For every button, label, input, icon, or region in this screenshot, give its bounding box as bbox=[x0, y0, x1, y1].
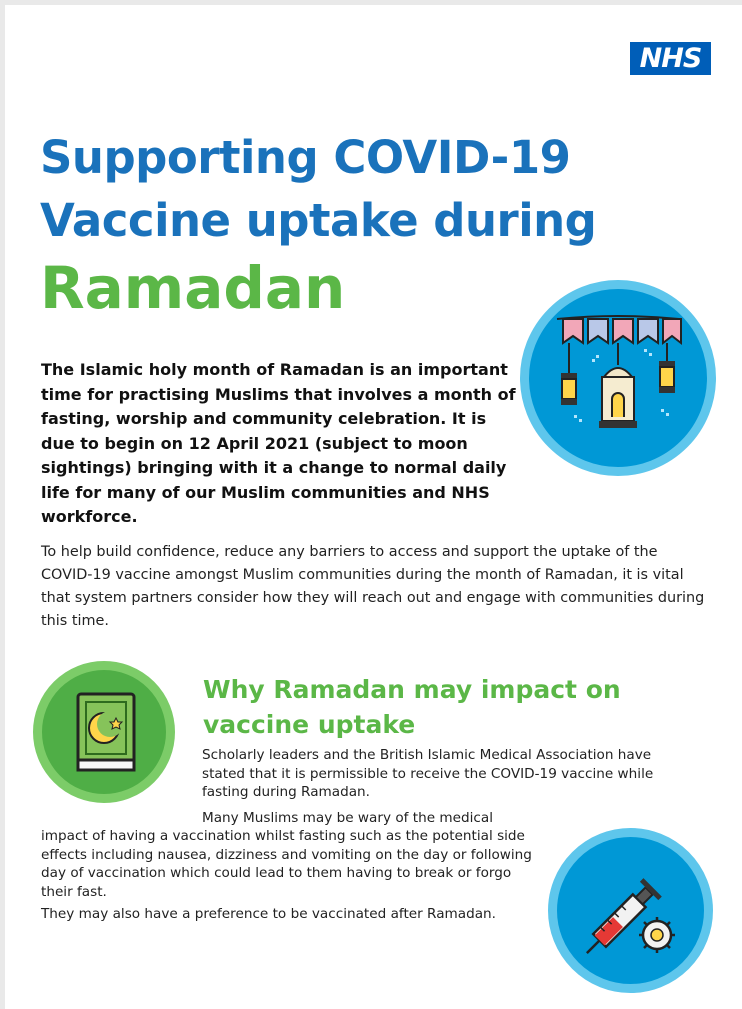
title-line-1: Supporting COVID-19 bbox=[40, 131, 571, 184]
confidence-paragraph: To help build confidence, reduce any barriers to access and support the uptake of the COVID-19 vaccine amongst Muslim communities during the month of Ramadan, it is vital that system partners consider how they will reach out and engage with communities during this time. bbox=[41, 544, 705, 629]
wary-paragraph-rest: impact of having a vaccination whilst fasting such as the potential side effects including nausea, dizziness and vomiting on the day or following day of vaccination which could lead to them having to break or forgo their fast. bbox=[41, 828, 532, 900]
title-ramadan: Ramadan bbox=[40, 254, 346, 322]
page-title bbox=[40, 126, 596, 252]
title-line-2: Vaccine uptake during bbox=[40, 194, 597, 247]
syringe-virus-icon bbox=[548, 828, 713, 993]
section-heading-line-2: vaccine uptake bbox=[203, 710, 416, 739]
nhs-logo: NHS bbox=[630, 42, 711, 75]
scholarly-paragraph: Scholarly leaders and the British Islamic Medical Association have stated that it is permissible to receive the COVID-19 vaccine while fasting during Ramadan. bbox=[202, 747, 654, 800]
ramadan-lanterns-icon bbox=[520, 280, 716, 476]
intro-text: The Islamic holy month of Ramadan is an important time for practising Muslims that involves a month of fasting, worship and community celebration. It is due to begin on 12 April 2021 (subject to moon sightings) bringing with it a change to normal daily life for many of our Muslim communities and NHS workforce. bbox=[41, 360, 516, 526]
quran-book-icon bbox=[33, 661, 175, 803]
preference-paragraph: They may also have a preference to be vaccinated after Ramadan. bbox=[41, 906, 496, 922]
wary-paragraph-start: Many Muslims may be wary of the medical bbox=[202, 810, 493, 826]
poster-page bbox=[5, 5, 742, 1009]
section-heading bbox=[203, 672, 683, 742]
section-heading-line-1: Why Ramadan may impact on bbox=[203, 675, 621, 704]
